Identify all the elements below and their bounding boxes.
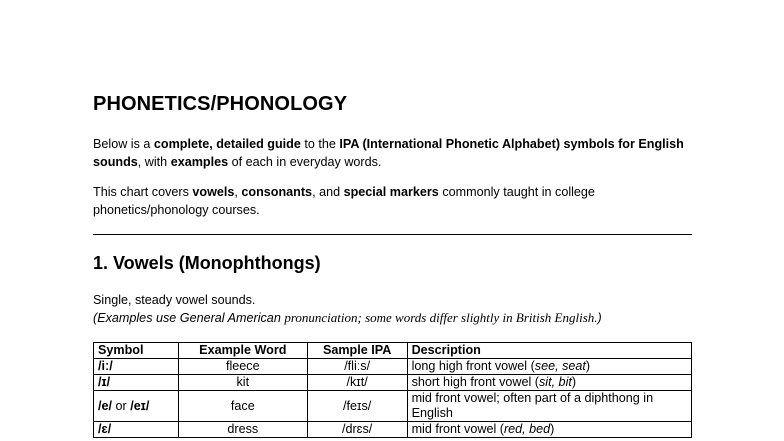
- desc-close: ): [550, 422, 555, 436]
- desc-examples: sit, bit: [538, 375, 572, 389]
- desc-close: ): [571, 375, 577, 389]
- desc-text: mid front vowel (: [411, 422, 504, 436]
- table-row: [94, 375, 692, 391]
- header-description: Description: [407, 343, 691, 359]
- cell-symbol: /ɛ/: [94, 422, 179, 438]
- intro-paragraph-1: [93, 135, 703, 171]
- desc-text: mid front vowel; often part of a diphthong in English: [411, 391, 654, 420]
- intro1-bold-3: examples: [170, 155, 229, 169]
- desc-examples: red, bed: [503, 422, 551, 436]
- intro1-text-3: , with: [137, 155, 171, 169]
- cell-word: fleece: [178, 359, 307, 375]
- header-symbol: Symbol: [94, 343, 179, 359]
- note-part-2: pronunciation; some words differ slightly in British English.: [284, 310, 598, 325]
- cell-ipa: /feɪs/: [307, 391, 407, 422]
- cell-ipa: /drɛs/: [307, 422, 407, 438]
- intro1-bold-1: complete, detailed guide: [153, 137, 301, 151]
- header-example-word: Example Word: [178, 343, 307, 359]
- cell-description: [407, 422, 691, 438]
- intro2-text-3: , and: [312, 185, 344, 199]
- note-part-3: ): [597, 311, 602, 325]
- intro1-text-4: of each in everyday words.: [228, 155, 382, 169]
- symbol-1: /e/: [98, 398, 113, 413]
- desc-close: ): [585, 359, 591, 373]
- table-row: [94, 359, 692, 375]
- cell-description: [407, 375, 691, 391]
- table-header-row: [94, 343, 692, 359]
- intro-paragraph-2: [93, 183, 703, 219]
- symbol-2: /eɪ/: [130, 398, 150, 413]
- cell-ipa: /fliːs/: [307, 359, 407, 375]
- intro2-text-4: commonly taught in college phonetics/phonology courses.: [93, 185, 595, 217]
- intro1-bold-2: IPA (International Phonetic Alphabet) symbols for English sounds: [93, 137, 684, 169]
- section-note: [93, 309, 602, 327]
- cell-description: [407, 359, 691, 375]
- intro2-text-1: This chart covers: [93, 185, 193, 199]
- page-title: PHONETICS/PHONOLOGY: [93, 93, 348, 115]
- intro1-text-2: to the: [300, 137, 340, 151]
- intro2-bold-3: special markers: [343, 185, 439, 199]
- note-part-1: (Examples use General American: [93, 311, 285, 325]
- symbol-or: or: [112, 398, 131, 413]
- cell-symbol: /ɪ/: [94, 375, 179, 391]
- intro1-text-1: Below is a: [93, 137, 154, 151]
- horizontal-rule: [93, 234, 692, 235]
- section-intro: Single, steady vowel sounds.: [93, 293, 256, 307]
- vowel-table: [93, 342, 692, 438]
- cell-description: [407, 391, 691, 422]
- cell-word: dress: [178, 422, 307, 438]
- table-row: [94, 422, 692, 438]
- cell-word: face: [178, 391, 307, 422]
- cell-symbol: /iː/: [94, 359, 179, 375]
- header-sample-ipa: Sample IPA: [307, 343, 407, 359]
- desc-examples: see, seat: [534, 359, 586, 373]
- desc-text: short high front vowel (: [411, 375, 539, 389]
- intro2-bold-2: consonants: [241, 185, 313, 199]
- cell-symbol: [94, 391, 179, 422]
- intro2-text-2: ,: [234, 185, 242, 199]
- desc-text: long high front vowel (: [411, 359, 535, 373]
- cell-ipa: /kɪt/: [307, 375, 407, 391]
- intro2-bold-1: vowels: [192, 185, 235, 199]
- cell-word: kit: [178, 375, 307, 391]
- section-heading-vowels: 1. Vowels (Monophthongs): [93, 253, 321, 273]
- table-row: [94, 391, 692, 422]
